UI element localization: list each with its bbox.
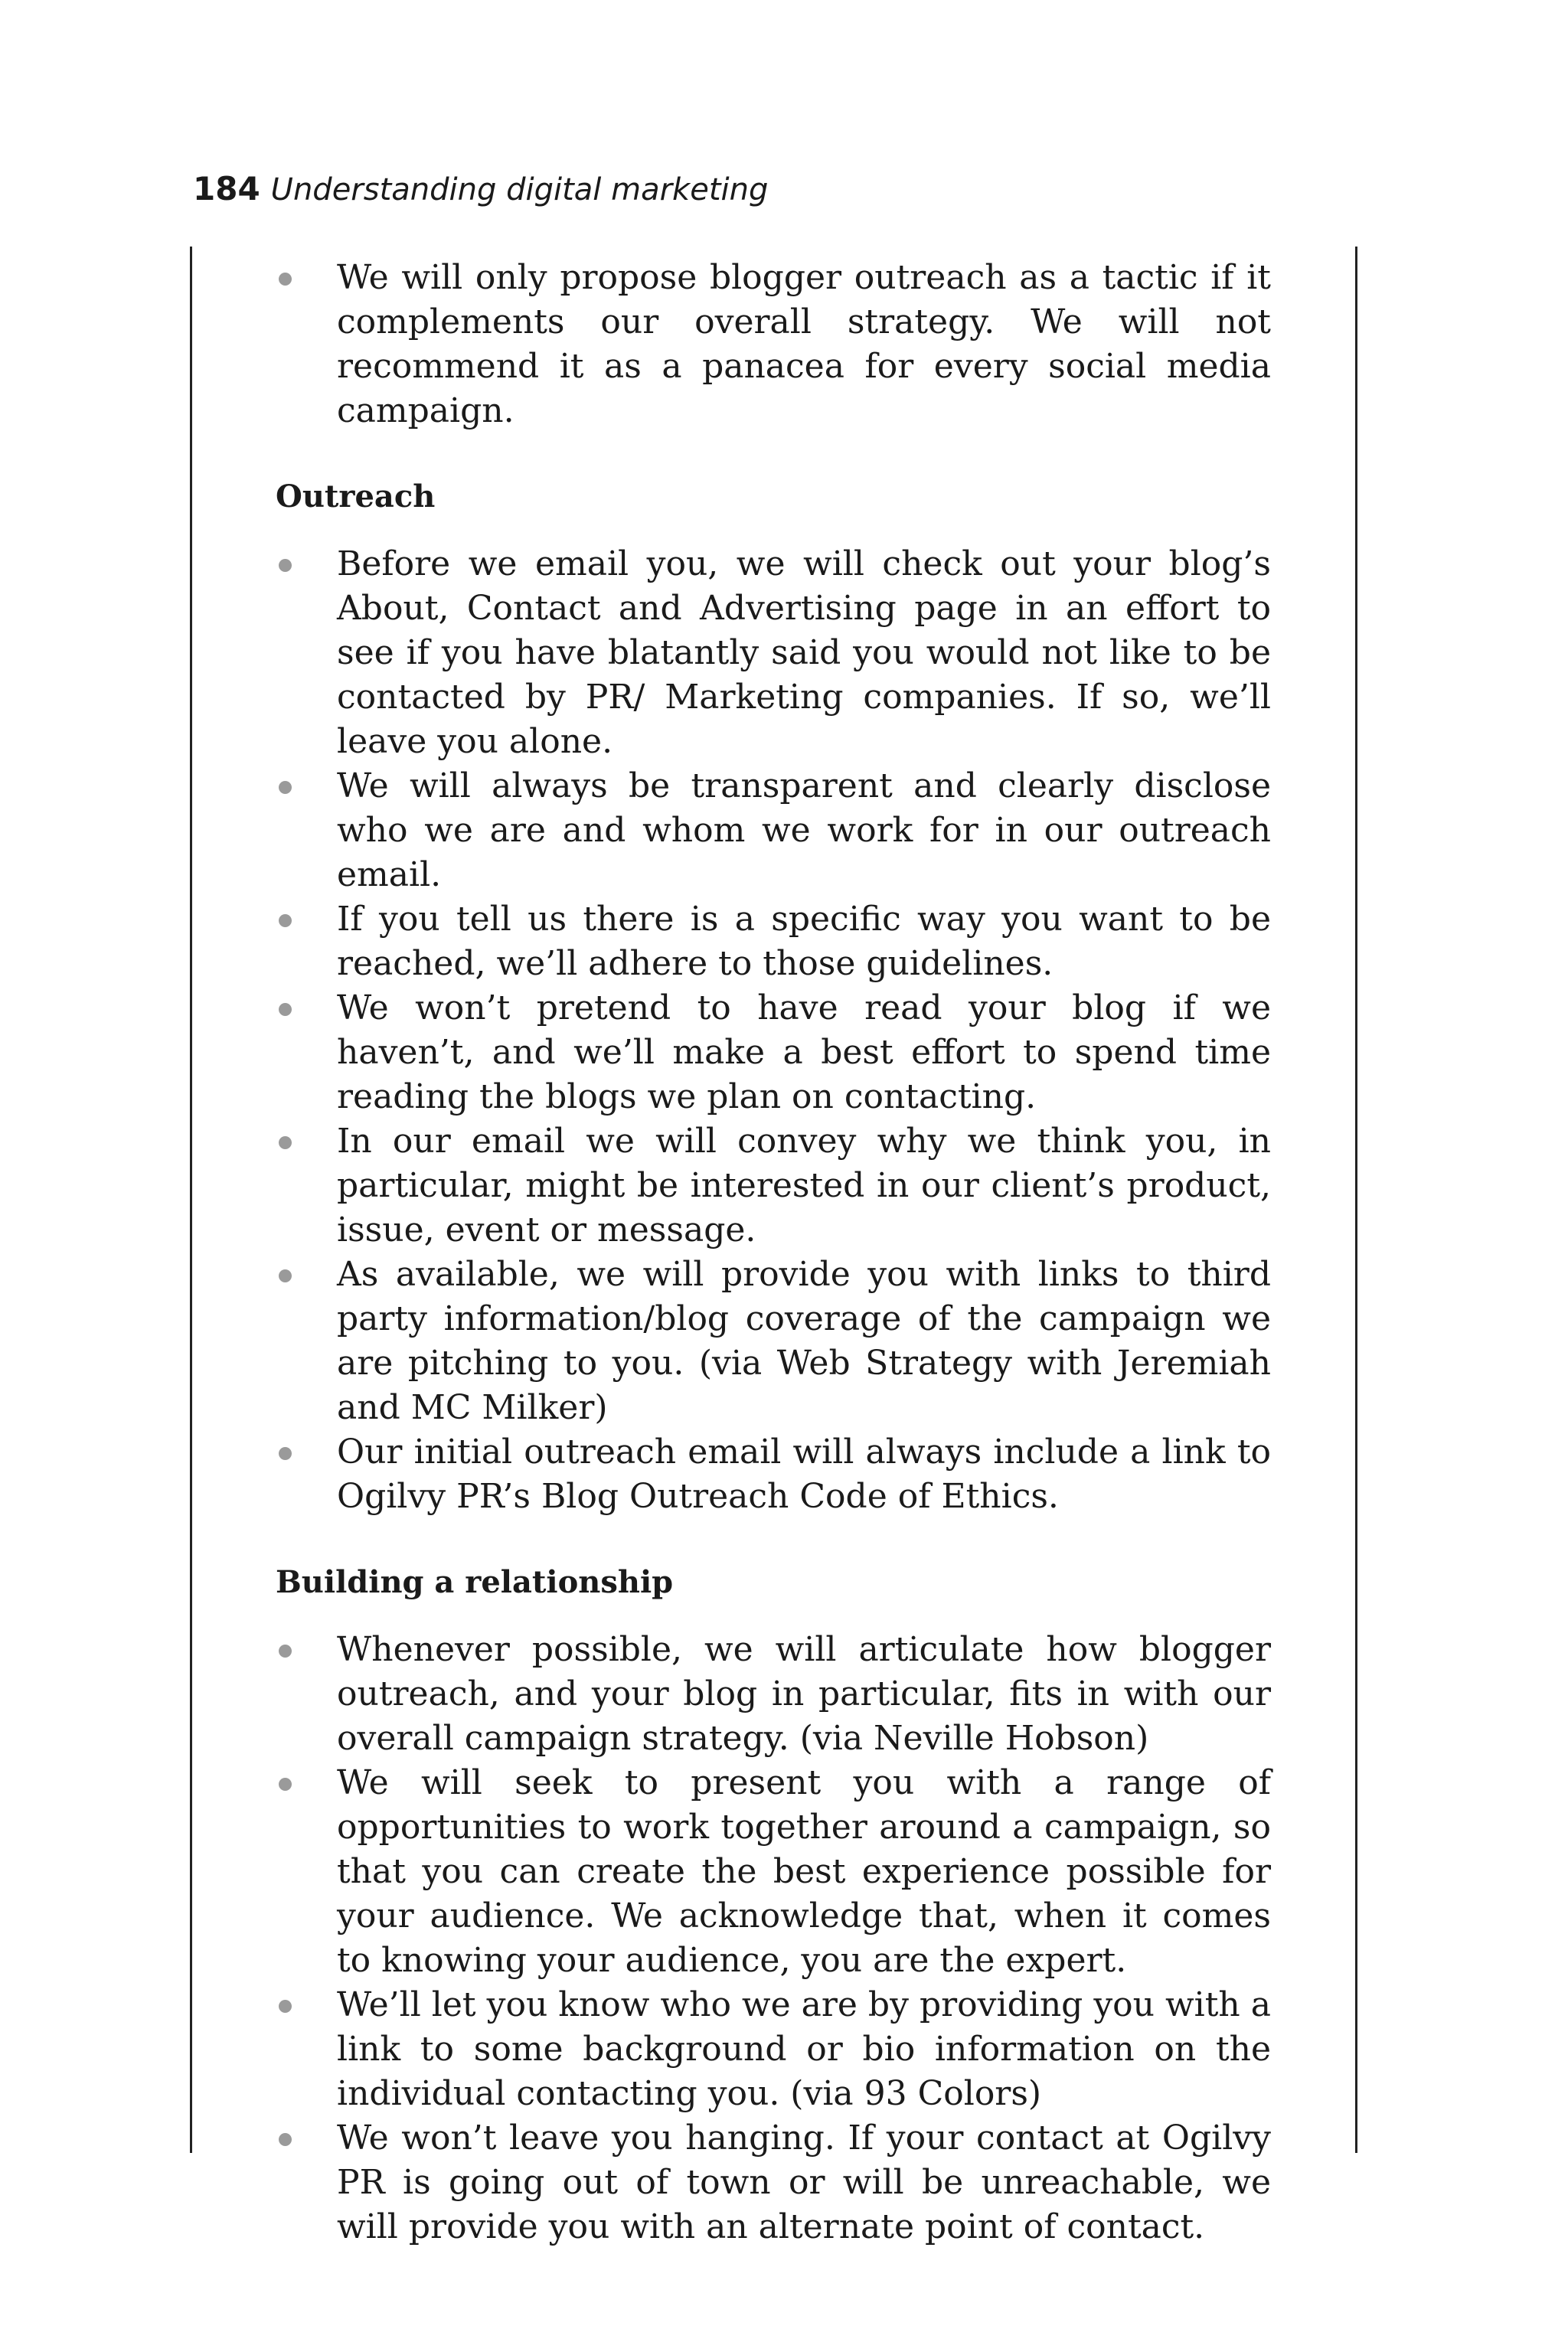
right-margin-rule: [1355, 247, 1357, 2153]
left-margin-rule: [190, 247, 192, 2153]
list-item: We won’t leave you hanging. If your contact at Ogilvy PR is going out of town or will be unreachable, we will provide you with an alternate point of contact.: [276, 2116, 1271, 2249]
list-item: We will seek to present you with a range of opportunities to work together around a campaign, so that you can create the best experience possible for your audience. We acknowledge that, when it comes to knowing your audience, you are the expert.: [276, 1761, 1271, 1983]
page-number: 184: [193, 170, 260, 207]
outreach-bullet-list: [276, 542, 1271, 1519]
running-header: [193, 170, 768, 207]
list-item: As available, we will provide you with links to third party information/blog coverage of the campaign we are pitching to you. (via Web Strategy with Jeremiah and MC Milker): [276, 1253, 1271, 1430]
intro-bullet-list: [276, 256, 1271, 433]
list-item: We will always be transparent and clearly disclose who we are and whom we work for in our outreach email.: [276, 764, 1271, 897]
list-item: Our initial outreach email will always include a link to Ogilvy PR’s Blog Outreach Code of Ethics.: [276, 1430, 1271, 1519]
section-heading-outreach: Outreach: [276, 479, 436, 514]
running-title: Understanding digital marketing: [270, 172, 769, 207]
page-body: [276, 256, 1271, 2249]
relationship-bullet-list: [276, 1628, 1271, 2249]
list-item: We will only propose blogger outreach as a tactic if it complements our overall strategy. We will not recommend it as a panacea for every social media campaign.: [276, 256, 1271, 433]
list-item: We’ll let you know who we are by providing you with a link to some background or bio information on the individual contacting you. (via 93 Colors): [276, 1983, 1271, 2116]
list-item: Whenever possible, we will articulate how blogger outreach, and your blog in particular, fits in with our overall campaign strategy. (via Neville Hobson): [276, 1628, 1271, 1761]
section-heading-building-relationship: Building a relationship: [276, 1564, 674, 1600]
list-item: If you tell us there is a specific way you want to be reached, we’ll adhere to those guidelines.: [276, 897, 1271, 986]
list-item: In our email we will convey why we think you, in particular, might be interested in our client’s product, issue, event or message.: [276, 1119, 1271, 1253]
list-item: Before we email you, we will check out your blog’s About, Contact and Advertising page in an effort to see if you have blatantly said you would not like to be contacted by PR/ Marketing companies. If so, we’ll leave you alone.: [276, 542, 1271, 764]
list-item: We won’t pretend to have read your blog if we haven’t, and we’ll make a best effort to spend time reading the blogs we plan on contacting.: [276, 986, 1271, 1119]
